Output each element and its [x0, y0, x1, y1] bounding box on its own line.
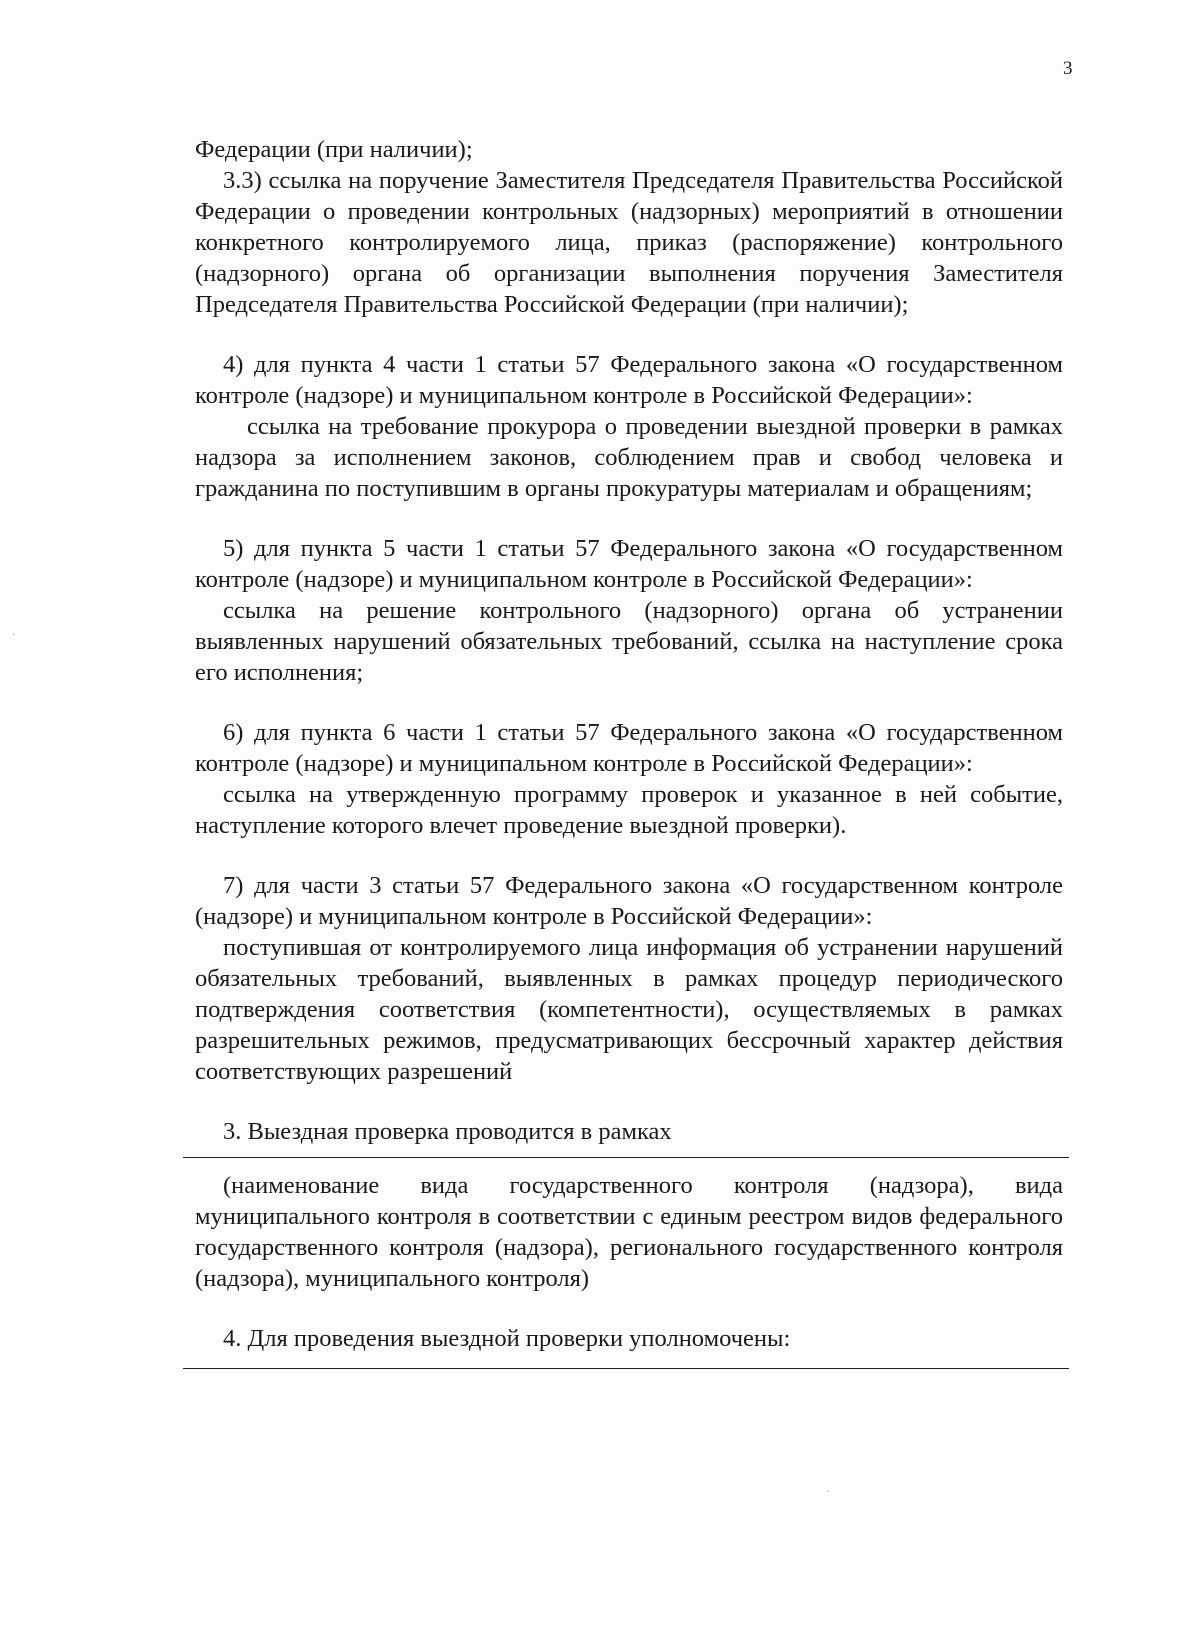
fill-in-caption: (наименование вида государственного контроля (надзора), вида муниципального контроля в соответствии с единым реестром видов федерального государственного контроля (надзора), регионального государственного контроля (надзора), муниципального контроля)	[195, 1172, 1063, 1292]
document-body	[195, 134, 1063, 1369]
paragraph-continuation: Федерации (при наличии);	[195, 136, 473, 163]
paragraph-item-5-text: ссылка на решение контрольного (надзорного) органа об устранении выявленных нарушений обязательных требований, ссылка на наступление срока его исполнения;	[195, 597, 1063, 686]
paragraph-item-7: 7) для части 3 статьи 57 Федерального закона «О государственном контроле (надзоре) и муниципальном контроле в Российской Федерации»:	[195, 872, 1063, 930]
fill-in-line	[183, 1157, 1069, 1158]
paragraph-item-4-text: ссылка на требование прокурора о проведении выездной проверки в рамках надзора за исполнением законов, соблюдением прав и свобод человека и гражданина по поступившим в органы прокуратуры материалам и обращениям;	[195, 413, 1063, 502]
paragraph-section-4: 4. Для проведения выездной проверки уполномочены:	[223, 1325, 791, 1352]
paragraph-item-5: 5) для пункта 5 части 1 статьи 57 Федерального закона «О государственном контроле (надзоре) и муниципальном контроле в Российской Федерации»:	[195, 535, 1063, 593]
page-number: 3	[1063, 58, 1073, 79]
scan-artifact: ·	[826, 1487, 830, 1498]
paragraph-3-3: 3.3) ссылка на поручение Заместителя Председателя Правительства Российской Федерации о проведении контрольных (надзорных) мероприятий в отношении конкретного контролируемого лица, приказ (распоряжение) контрольного (надзорного) органа об организации выполнения поручения Заместителя Председателя Правительства Российской Федерации (при наличии);	[195, 167, 1063, 318]
paragraph-item-6-text: ссылка на утвержденную программу проверок и указанное в ней событие, наступление которого влечет проведение выездной проверки).	[195, 781, 1063, 839]
paragraph-section-3: 3. Выездная проверка проводится в рамках	[223, 1118, 672, 1145]
scan-artifact: ·	[12, 630, 16, 641]
fill-in-line	[183, 1368, 1069, 1369]
paragraph-item-6: 6) для пункта 6 части 1 статьи 57 Федерального закона «О государственном контроле (надзоре) и муниципальном контроле в Российской Федерации»:	[195, 719, 1063, 777]
paragraph-item-4: 4) для пункта 4 части 1 статьи 57 Федерального закона «О государственном контроле (надзоре) и муниципальном контроле в Российской Федерации»:	[195, 351, 1063, 409]
paragraph-item-7-text: поступившая от контролируемого лица информация об устранении нарушений обязательных требований, выявленных в рамках процедур периодического подтверждения соответствия (компетентности), осуществляемых в рамках разрешительных режимов, предусматривающих бессрочный характер действия соответствующих разрешений	[195, 934, 1063, 1085]
